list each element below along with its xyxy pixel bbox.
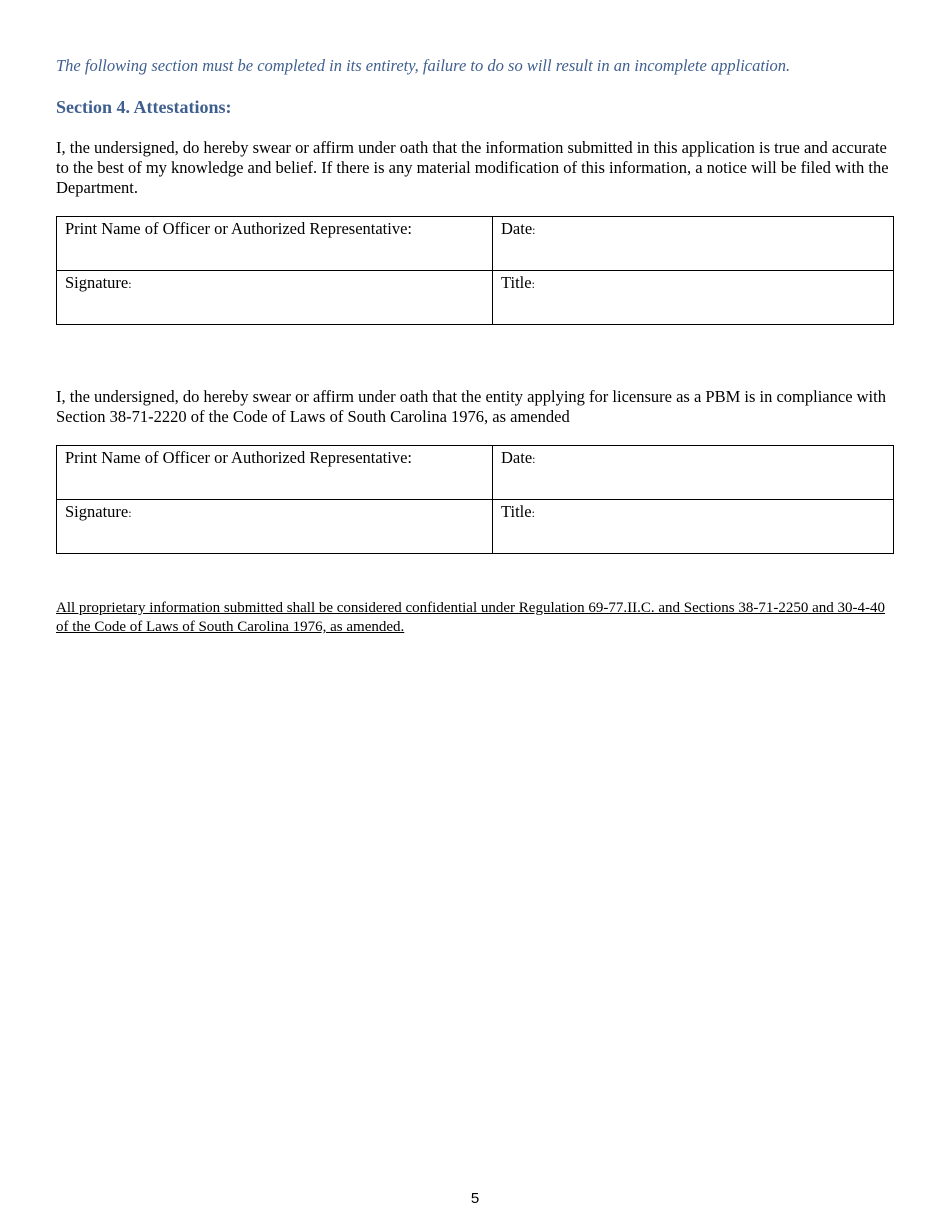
signature-label: Signature [65,273,129,292]
attestation-1-signature-table [56,216,894,325]
date-field-1[interactable] [493,217,894,271]
instruction-text: The following section must be completed in its entirety, failure to do so will result in an incomplete application. [56,56,791,75]
title-label: Title [501,273,532,292]
confidentiality-note: All proprietary information submitted shall be considered confidential under Regulation 69-77.II.C. and Sections 38-71-2250 and 30-4-40 of the Code of Laws of South Carolina 1976, as amended. [56,600,885,635]
attestation-2-signature-table [56,445,894,554]
print-name-field-2[interactable] [57,446,493,500]
label-colon: : [128,506,132,520]
attestation-1-text: I, the undersigned, do hereby swear or affirm under oath that the information submitted in this application is true and accurate to the best of my knowledge and belief. If there is any material modification of this information, a notice will be filed with the Department. [56,138,889,197]
label-colon: : [531,506,535,520]
date-field-2[interactable] [493,446,894,500]
print-name-label: Print Name of Officer or Authorized Representative: [65,219,412,238]
page-number: 5 [470,1190,480,1207]
signature-label: Signature [65,502,129,521]
section-heading: Section 4. Attestations: [56,97,232,117]
label-colon: : [532,223,536,237]
signature-field-2[interactable] [57,500,493,554]
print-name-label: Print Name of Officer or Authorized Representative: [65,448,412,467]
date-label: Date [501,448,533,467]
title-field-2[interactable] [493,500,894,554]
label-colon: : [531,277,535,291]
label-colon: : [532,452,536,466]
signature-field-1[interactable] [57,271,493,325]
title-field-1[interactable] [493,271,894,325]
label-colon: : [128,277,132,291]
attestation-2-text: I, the undersigned, do hereby swear or affirm under oath that the entity applying for licensure as a PBM is in compliance with Section 38-71-2220 of the Code of Laws of South Carolina 1976, as amended [56,387,886,426]
title-label: Title [501,502,532,521]
date-label: Date [501,219,533,238]
print-name-field-1[interactable] [57,217,493,271]
